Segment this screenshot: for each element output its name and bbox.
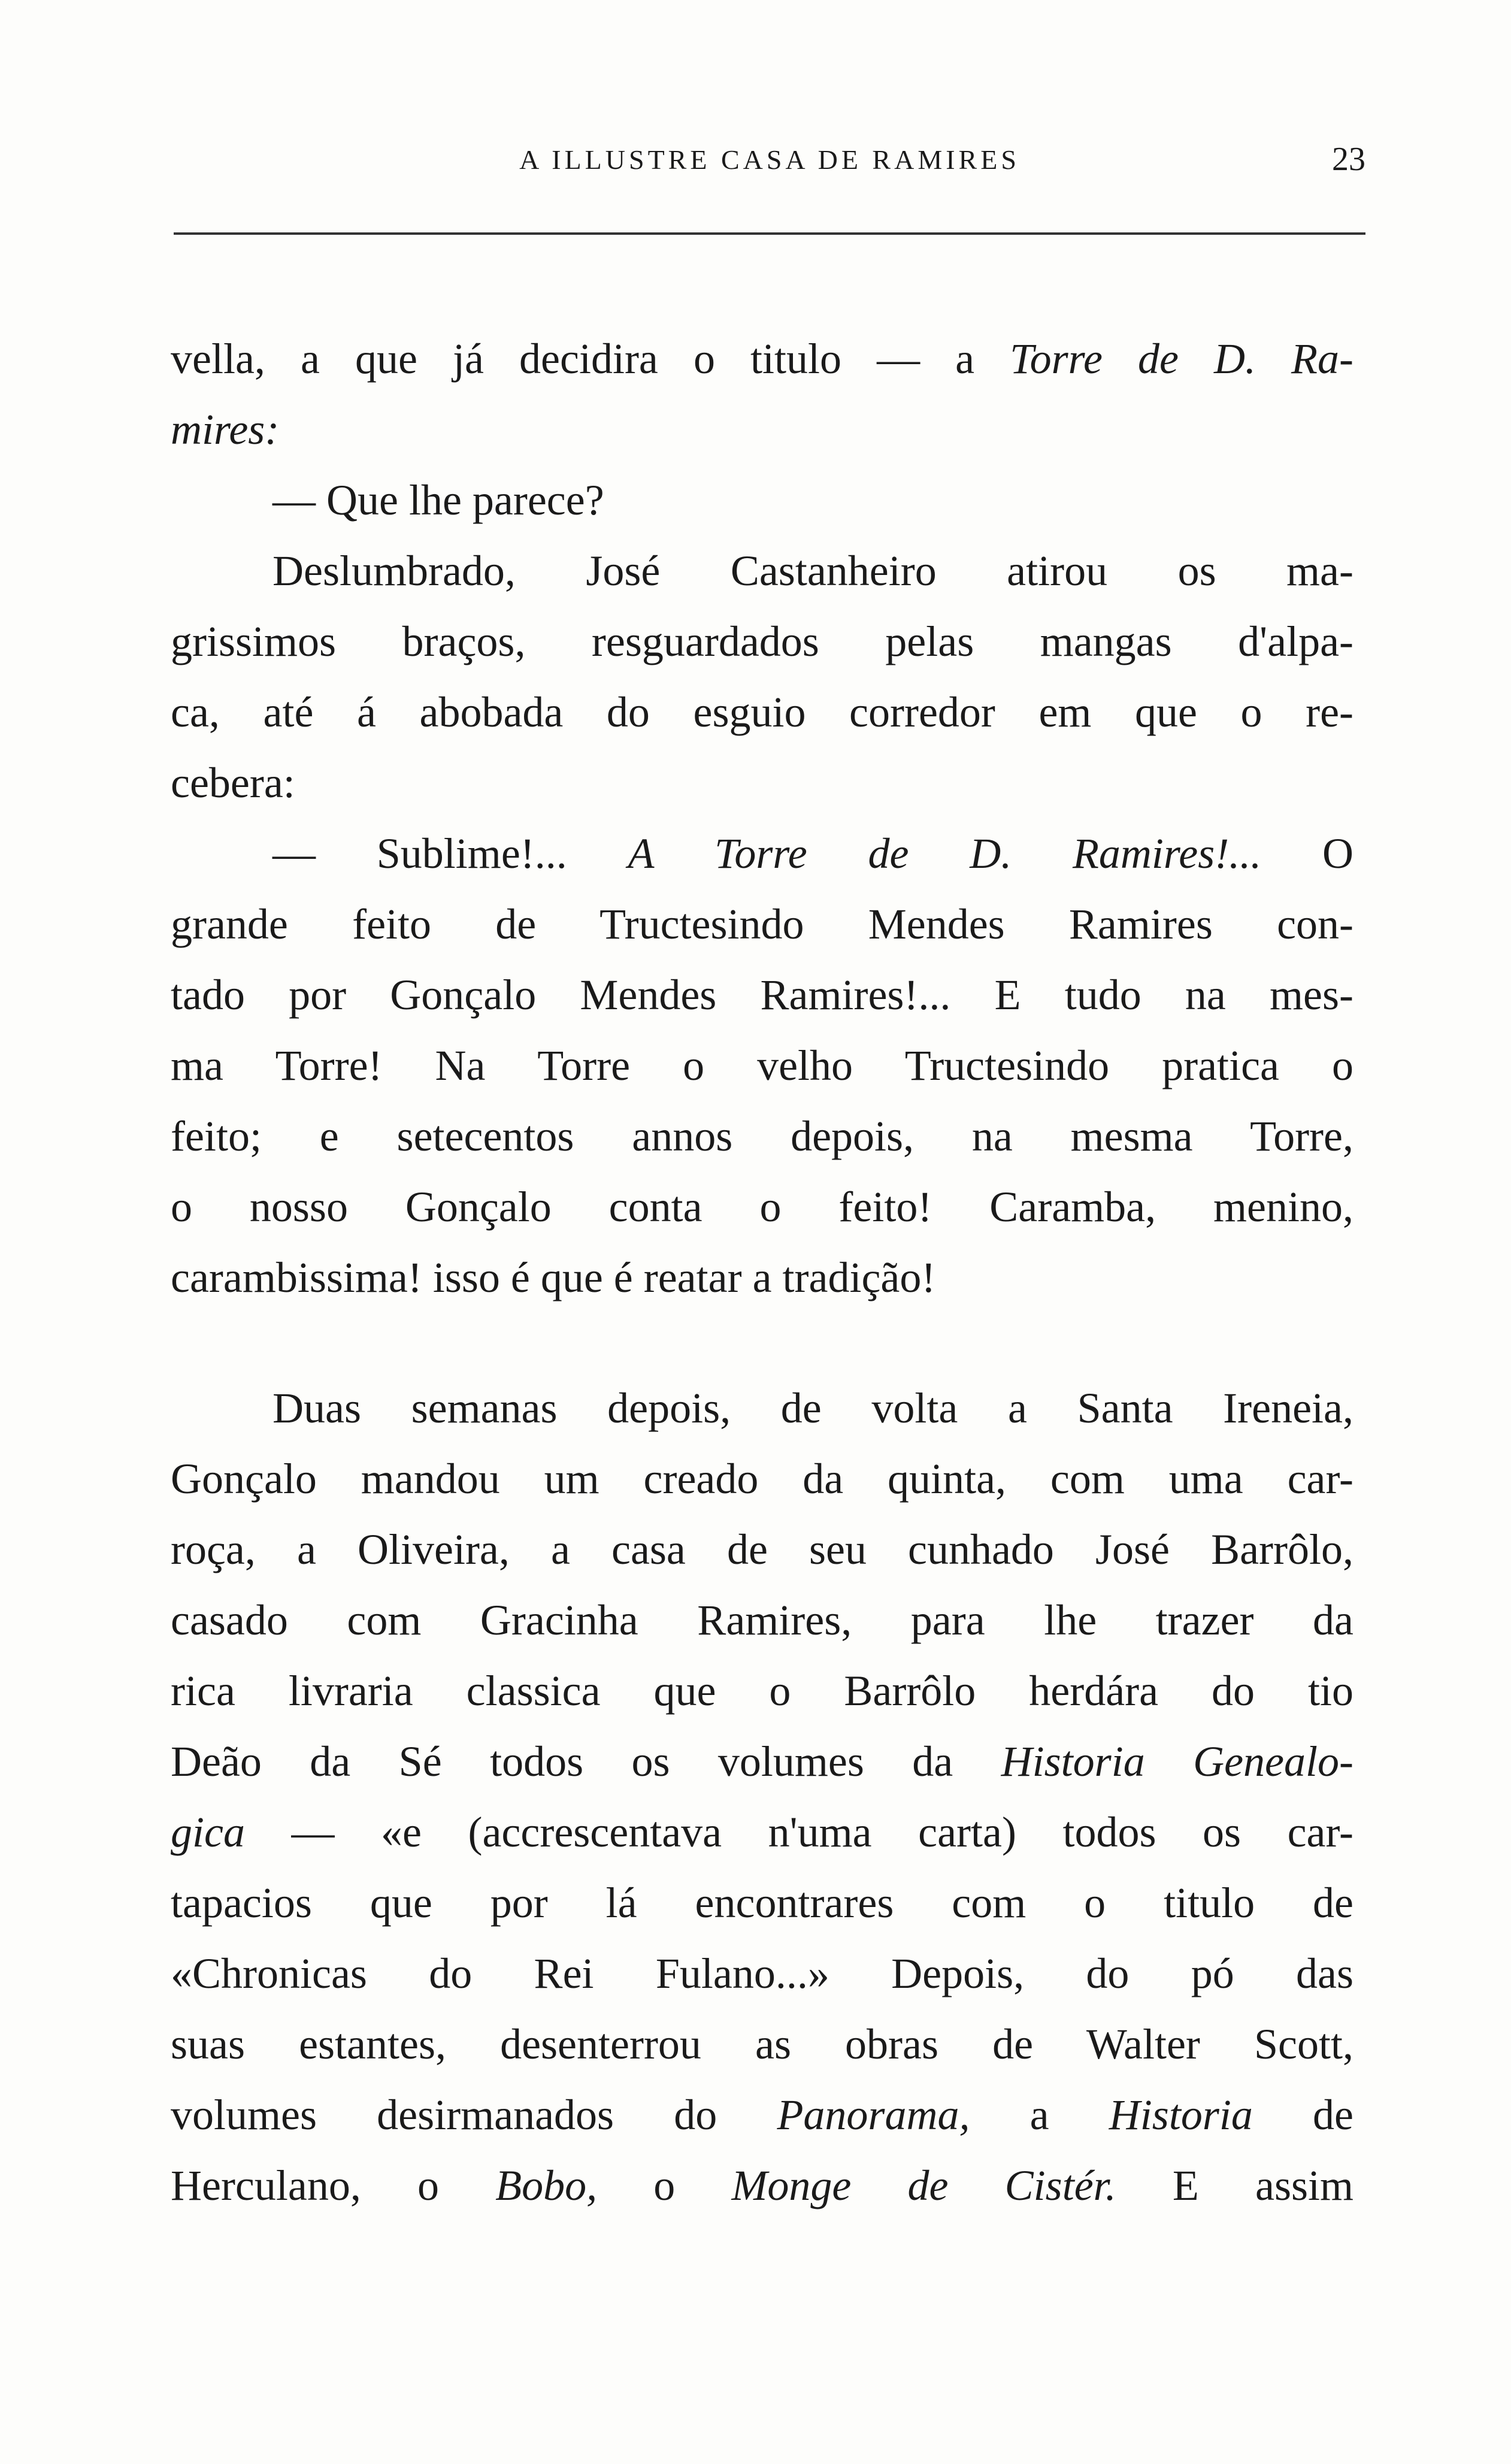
text-run: Gonçalo mandou um creado da quinta, com uma car- — [171, 1455, 1353, 1503]
header-rule — [174, 232, 1365, 235]
paragraph-gap — [171, 1313, 1353, 1373]
text-run: a — [970, 2091, 1109, 2139]
text-run: vella, a que já decidira o titulo — a — [171, 335, 1010, 383]
text-run: E assim — [1116, 2162, 1353, 2209]
text-run: — «e (accrescentava n'uma carta) todos os car- — [244, 1808, 1353, 1856]
text-run: feito; e setecentos annos depois, na mesma Torre, — [171, 1112, 1353, 1160]
text-line — [171, 1101, 1353, 1172]
page-number: 23 — [1332, 141, 1365, 178]
text-line — [171, 1242, 1353, 1313]
text-line — [171, 2150, 1353, 2221]
text-run: o nosso Gonçalo conta o feito! Caramba, menino, — [171, 1183, 1353, 1231]
text-line — [171, 1726, 1353, 1797]
text-run: volumes desirmanados do — [171, 2091, 777, 2139]
text-run: roça, a Oliveira, a casa de seu cunhado José Barrôlo, — [171, 1525, 1353, 1573]
text-line — [171, 2009, 1353, 2079]
text-run: grissimos braços, resguardados pelas mangas d'alpa- — [171, 617, 1353, 665]
text-line — [171, 606, 1353, 677]
italic-run: Monge de Cistér. — [731, 2162, 1116, 2209]
text-line — [171, 535, 1353, 606]
text-line — [171, 1867, 1353, 1938]
text-run: ca, até á abobada do esguio corredor em que o re- — [171, 688, 1353, 736]
text-run: «Chronicas do Rei Fulano...» Depois, do pó das — [171, 1950, 1353, 1997]
italic-run: A Torre de D. Ramires!... — [628, 830, 1262, 877]
text-line — [171, 1655, 1353, 1726]
text-run: — Sublime!... — [272, 830, 628, 877]
text-line — [171, 394, 1353, 465]
running-title: A ILLUSTRE CASA DE RAMIRES — [519, 144, 1020, 175]
running-head — [174, 141, 1365, 186]
italic-run: gica — [171, 1808, 245, 1856]
text-line — [171, 323, 1353, 394]
body-text — [171, 323, 1353, 2221]
italic-run: Torre de D. Ra- — [1010, 335, 1353, 383]
text-run: tado por Gonçalo Mendes Ramires!... E tudo na mes- — [171, 971, 1353, 1019]
text-run: tapacios que por lá encontrares com o titulo de — [171, 1879, 1353, 1927]
text-line — [171, 1797, 1353, 1867]
text-line — [171, 677, 1353, 747]
text-run: — Que lhe parece? — [272, 476, 604, 524]
text-line — [171, 1030, 1353, 1101]
italic-run: Historia Genealo- — [1001, 1737, 1353, 1785]
text-run: Deslumbrado, José Castanheiro atirou os ma- — [272, 547, 1353, 595]
text-line — [171, 2079, 1353, 2150]
text-line — [171, 465, 1353, 535]
text-run: grande feito de Tructesindo Mendes Ramires con- — [171, 900, 1353, 948]
text-run: carambissima! isso é que é reatar a tradição! — [171, 1254, 936, 1301]
text-run: ma Torre! Na Torre o velho Tructesindo pratica o — [171, 1042, 1353, 1089]
text-line — [171, 1373, 1353, 1443]
text-line — [171, 1172, 1353, 1242]
text-run: casado com Gracinha Ramires, para lhe trazer da — [171, 1596, 1353, 1644]
text-line — [171, 1938, 1353, 2009]
text-run: cebera: — [171, 759, 295, 807]
italic-run: Panorama, — [777, 2091, 970, 2139]
text-line — [171, 1443, 1353, 1514]
text-run: suas estantes, desenterrou as obras de Walter Scott, — [171, 2020, 1353, 2068]
text-line — [171, 747, 1353, 818]
text-run: Duas semanas depois, de volta a Santa Ireneia, — [272, 1384, 1353, 1432]
text-run: rica livraria classica que o Barrôlo herdára do tio — [171, 1667, 1353, 1715]
text-run: de — [1252, 2091, 1353, 2139]
text-line — [171, 889, 1353, 959]
text-run: Deão da Sé todos os volumes da — [171, 1737, 1001, 1785]
text-run: o — [597, 2162, 732, 2209]
italic-run: Historia — [1109, 2091, 1253, 2139]
italic-run: mires: — [171, 405, 280, 453]
text-run: O — [1261, 830, 1353, 877]
text-line — [171, 1514, 1353, 1585]
text-run: Herculano, o — [171, 2162, 496, 2209]
text-line — [171, 818, 1353, 889]
text-line — [171, 1585, 1353, 1655]
italic-run: Bobo, — [495, 2162, 598, 2209]
text-line — [171, 959, 1353, 1030]
